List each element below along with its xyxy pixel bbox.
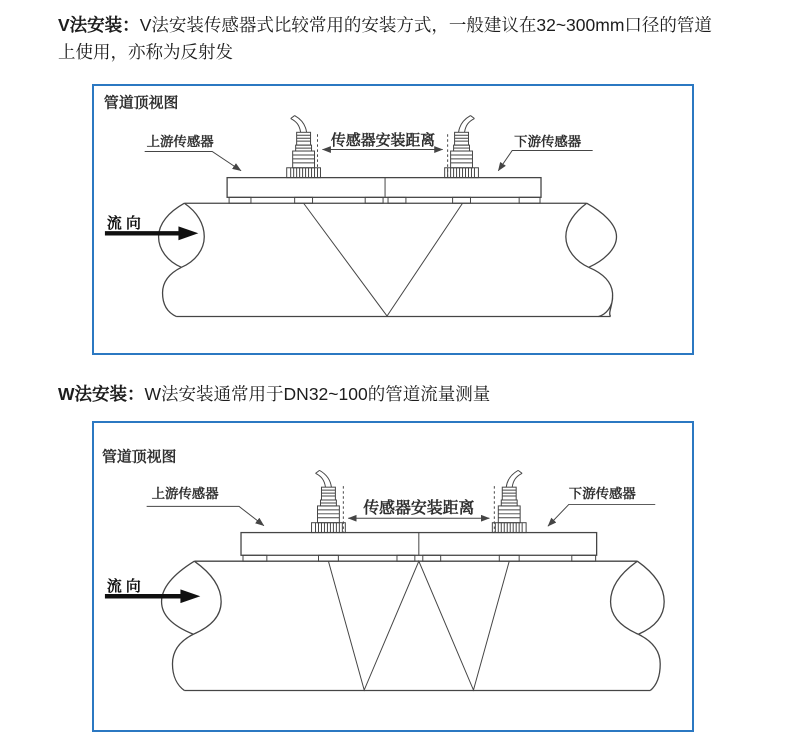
upstream-sensor [312,470,346,532]
mounting-rail [227,178,541,204]
downstream-sensor [492,470,526,532]
v-method-diagram-box [92,84,694,355]
distance-annotation [318,131,448,177]
upstream-label: 上游传感器 [151,486,219,502]
v-method-diagram [94,86,692,353]
w-method-diagram-box [92,421,694,732]
upstream-label-group [145,133,241,171]
v-method-heading: V法安装： [58,15,140,35]
w-method-diagram [94,423,692,730]
upstream-label-group [147,485,264,526]
pipe-outline [162,561,665,690]
upstream-sensor [287,116,321,178]
flow-arrow-head [178,226,198,240]
flow-direction [105,214,198,240]
mounting-rail [241,533,597,562]
distance-label: 传感器安装距离 [363,499,475,517]
w-method-heading: W法安装： [58,384,145,404]
flow-label: 流 向 [106,215,141,232]
downstream-label: 下游传感器 [514,134,582,150]
v-method-paragraph [58,12,714,66]
downstream-label-group [548,485,655,526]
upstream-label: 上游传感器 [146,134,214,150]
signal-path-v [304,203,463,316]
diagram-title: 管道顶视图 [103,95,179,112]
flow-direction [105,577,200,603]
w-method-paragraph [58,381,714,408]
v-method-description: V法安装传感器式比较常用的安装方式，一般建议在32~300mm口径的管道上使用，亦称为反射发 [58,15,712,62]
signal-path-w [328,561,509,690]
distance-annotation [343,486,494,532]
diagram-title: 管道顶视图 [101,449,177,466]
pipe-outline [159,203,617,316]
flow-label: 流 向 [106,578,141,595]
downstream-label-group [498,133,592,171]
flow-arrow-head [180,589,200,603]
downstream-label: 下游传感器 [568,486,636,502]
downstream-sensor [445,116,479,178]
distance-label: 传感器安装距离 [330,133,436,150]
w-method-description: W法安装通常用于DN32~100的管道流量测量 [144,384,491,404]
